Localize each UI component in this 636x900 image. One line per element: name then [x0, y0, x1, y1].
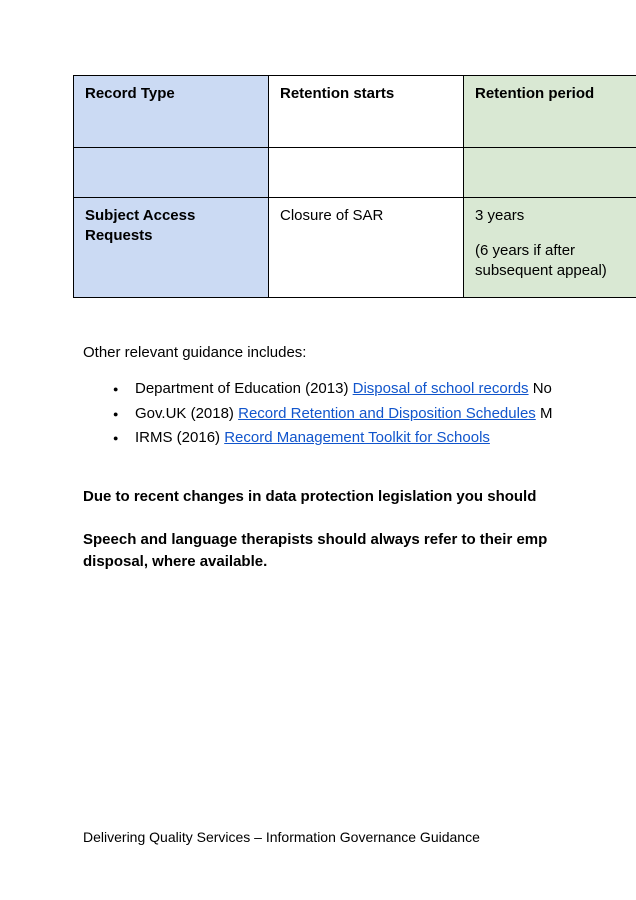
list-item-suffix: M — [535, 404, 553, 422]
retention-schedule-table — [73, 75, 636, 298]
retention-period-main: 3 years — [475, 207, 525, 224]
link-record-retention-and-disposition-schedules[interactable]: Record Retention and Disposition Schedules — [238, 404, 536, 422]
list-item — [83, 377, 552, 402]
list-item-suffix: No — [528, 380, 552, 397]
table-row — [74, 148, 636, 198]
bullet-icon: ● — [113, 433, 119, 443]
note-slt-policy-line2: disposal, where available. — [83, 553, 268, 570]
list-item — [83, 402, 552, 427]
table-cell-record-type: Subject Access Requests — [74, 198, 269, 298]
list-item — [83, 426, 552, 451]
table-cell-retention-period — [464, 198, 636, 298]
bullet-icon: ● — [113, 384, 119, 394]
link-disposal-of-school-records[interactable]: Disposal of school records — [352, 380, 529, 397]
list-item-prefix: Gov.UK (2018) — [135, 404, 239, 422]
table-header-record-type: Record Type — [74, 76, 269, 148]
table-cell-record-type — [74, 148, 269, 198]
list-item-prefix: IRMS (2016) — [135, 429, 225, 446]
list-item-prefix: Department of Education (2013) — [135, 380, 353, 397]
page-footer: Delivering Quality Services – Information Governance Guidance — [83, 829, 480, 845]
note-data-protection: Due to recent changes in data protection legislation you should — [83, 488, 537, 505]
link-record-management-toolkit-for-schools[interactable]: Record Management Toolkit for Schools — [224, 429, 490, 446]
guidance-list — [83, 377, 552, 451]
guidance-intro: Other relevant guidance includes: — [83, 344, 307, 361]
bullet-icon: ● — [113, 408, 119, 419]
table-cell-retention-period — [464, 148, 636, 198]
table-header-row — [74, 76, 636, 148]
table-row — [74, 198, 636, 298]
table-cell-retention-starts: Closure of SAR — [269, 198, 464, 298]
table-header-retention-starts: Retention starts — [269, 76, 464, 148]
note-slt-policy — [83, 529, 547, 573]
note-slt-policy-line1: Speech and language therapists should always refer to their emp — [83, 531, 548, 548]
retention-period-note: (6 years if after subsequent appeal) — [475, 242, 607, 279]
table-cell-retention-starts — [269, 148, 464, 198]
table-header-retention-period: Retention period — [464, 76, 636, 148]
